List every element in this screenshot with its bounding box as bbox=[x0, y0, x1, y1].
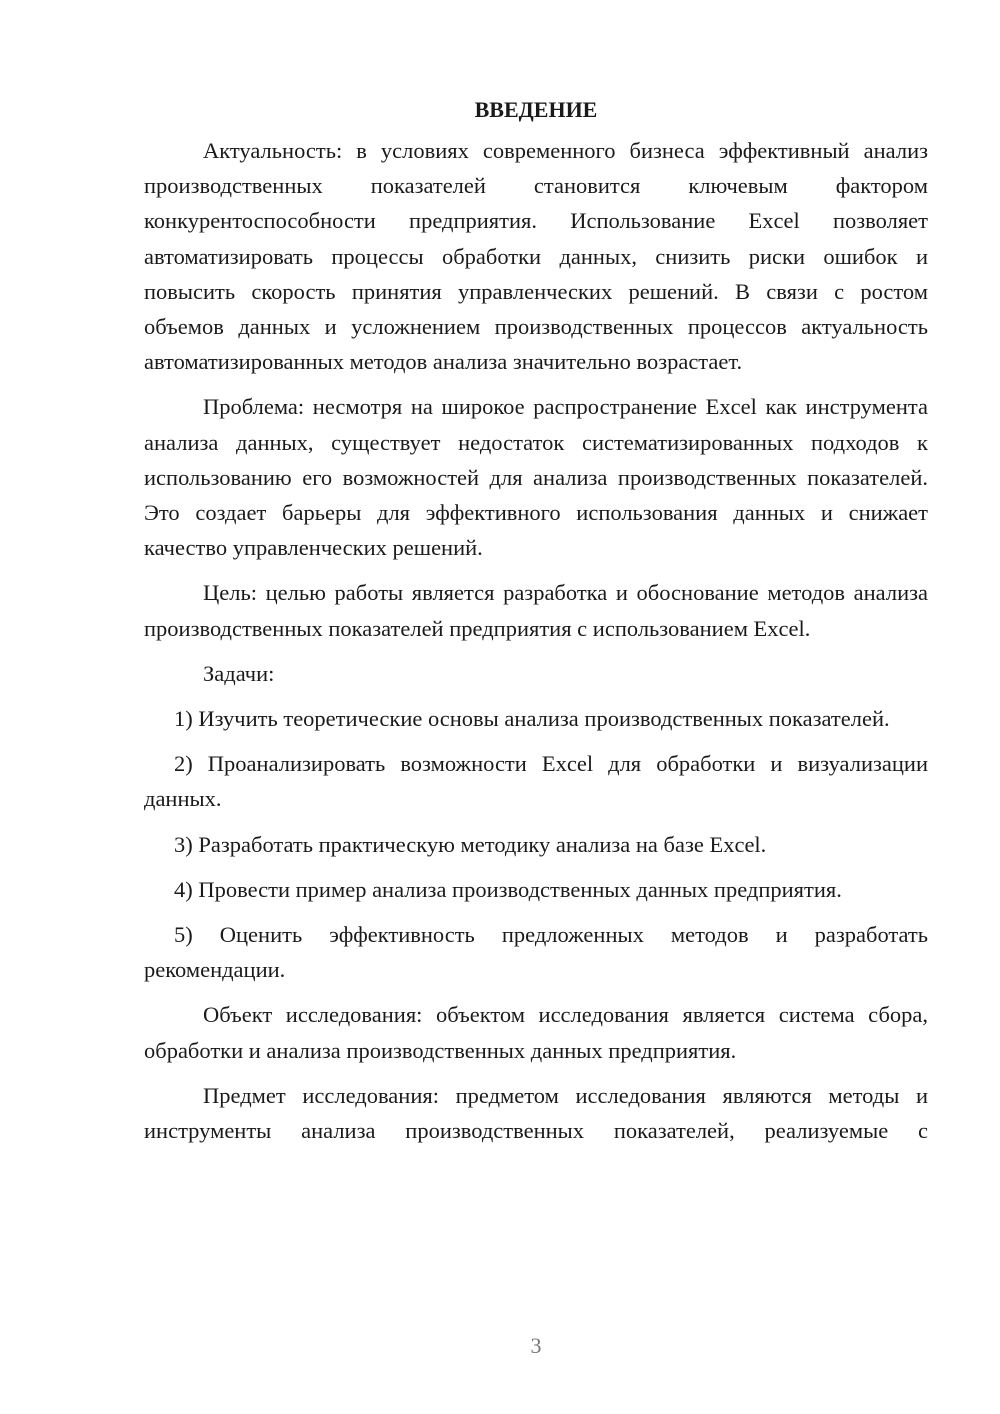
tasks-label: Задачи: bbox=[203, 660, 275, 686]
goal-paragraph: Цель: целью работы является разработка и обоснование методов анализа производственных показателей предприятия с использованием Excel. bbox=[144, 580, 928, 641]
relevance-paragraph: Актуальность: в условиях современного бизнеса эффективный анализ производственных показателей становится ключевым фактором конкурентоспособности предприятия. Использование Excel позволяет автоматизировать процессы обработки данных, снизить риски ошибок и повысить скорость принятия управленческих решений. В связи с ростом объемов данных и усложнением производственных процессов актуальность автоматизированных методов анализа значительно возрастает. bbox=[144, 138, 928, 375]
subject-paragraph: Предмет исследования: предметом исследования являются методы и инструменты анализа производственных показателей, реализуемые с bbox=[144, 1082, 928, 1144]
task-item: 5) Оценить эффективность предложенных методов и разработать рекомендации. bbox=[144, 922, 928, 983]
problem-paragraph: Проблема: несмотря на широкое распространение Excel как инструмента анализа данных, существует недостаток систематизированных подходов к использованию его возможностей для анализа производственных показателей. Это создает барьеры для эффективного использования данных и снижает качество управленческих решений. bbox=[144, 394, 928, 561]
task-item: 3) Разработать практическую методику анализа на базе Excel. bbox=[174, 831, 767, 857]
task-item: 4) Провести пример анализа производственных данных предприятия. bbox=[174, 876, 842, 902]
document-page bbox=[144, 95, 928, 1158]
task-item: 1) Изучить теоретические основы анализа производственных показателей. bbox=[174, 706, 890, 732]
page-number: 3 bbox=[530, 1333, 542, 1358]
section-heading: ВВЕДЕНИЕ bbox=[474, 97, 598, 122]
object-paragraph: Объект исследования: объектом исследования является система сбора, обработки и анализа производственных данных предприятия. bbox=[144, 1002, 928, 1063]
task-item: 2) Проанализировать возможности Excel для обработки и визуализации данных. bbox=[144, 751, 928, 812]
